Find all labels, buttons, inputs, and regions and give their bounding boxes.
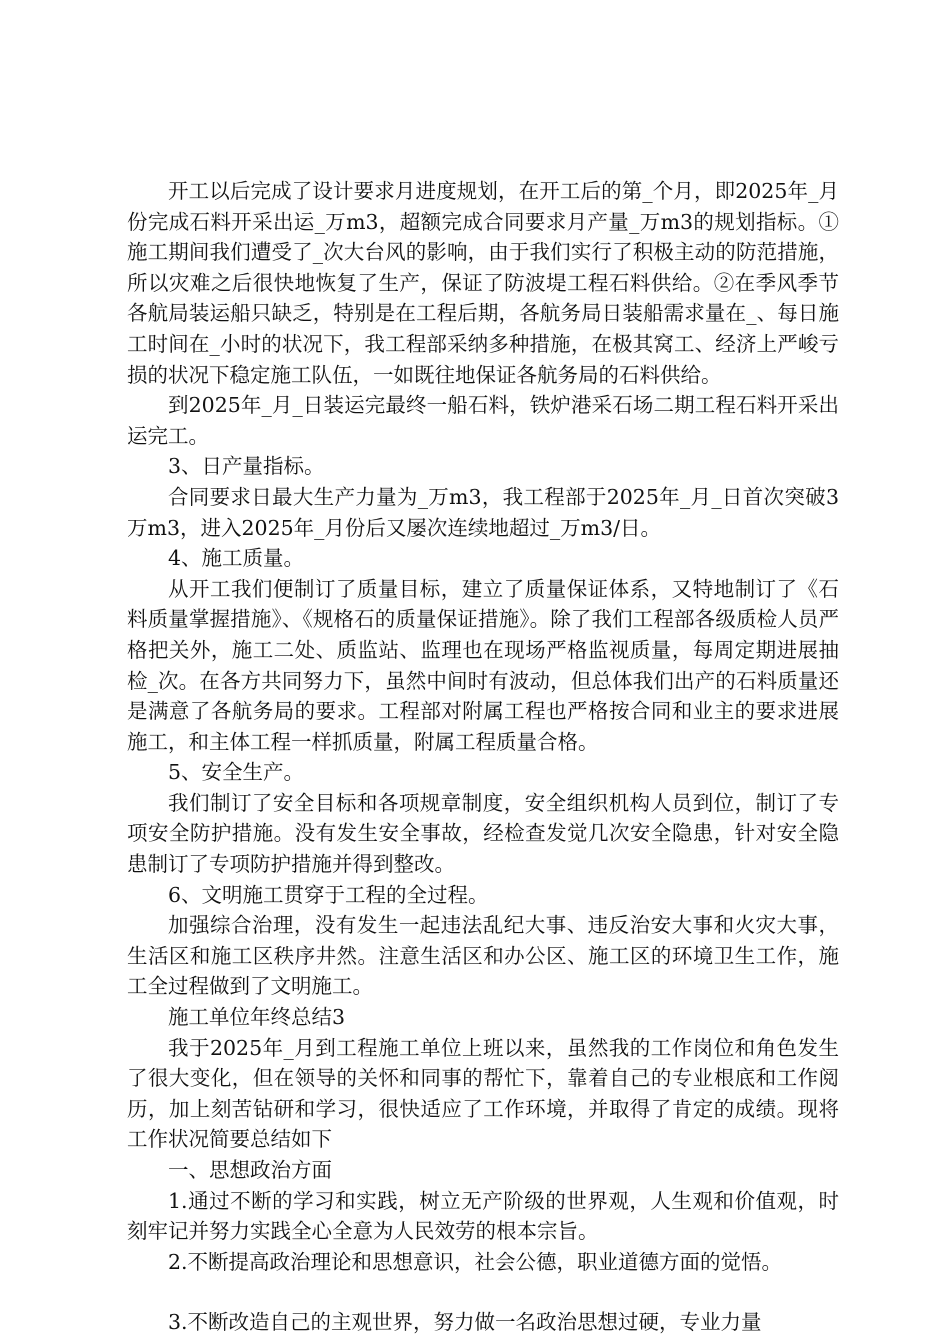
- paragraph-item-3: 3.不断改造自己的主观世界，努力做一名政治思想过硬，专业力量: [168, 1310, 762, 1335]
- heading-summary-3: 施工单位年终总结3: [168, 1005, 346, 1030]
- heading-safety: 5、安全生产。: [168, 760, 305, 785]
- paragraph-summary-intro: 我于2025年_月到工程施工单位上班以来，虽然我的工作岗位和角色发生了很大变化，但在领导的关怀和同事的帮忙下，靠着自己的专业根底和工作阅历，加上刻苦钻研和学习，很快适应了工作环境，并取得了肯定的成绩。现将工作状况简要总结如下: [127, 1035, 839, 1152]
- paragraph-quality: 从开工我们便制订了质量目标，建立了质量保证体系，又特地制订了《石料质量掌握措施》、《规格石的质量保证措施》。除了我们工程部各级质检人员严格把关外，施工二处、质监站、监理也在现场严格监视质量，每周定期进展抽检_次。在各方共同努力下，虽然中间时有波动，但总体我们出产的石料质量还是满意了各航务局的要求。工程部对附属工程也严格按合同和业主的要求进展施工，和主体工程一样抓质量，附属工程质量合格。: [127, 576, 839, 754]
- paragraph-civilized-construction: 加强综合治理，没有发生一起违法乱纪大事、违反治安大事和火灾大事，生活区和施工区秩序井然。注意生活区和办公区、施工区的环境卫生工作，施工全过程做到了文明施工。: [127, 913, 839, 999]
- paragraph-item-2: 2.不断提高政治理论和思想意识，社会公德，职业道德方面的觉悟。: [168, 1249, 783, 1274]
- heading-civilized-construction: 6、文明施工贯穿于工程的全过程。: [168, 882, 489, 907]
- document-body: [127, 176, 839, 1338]
- paragraph-completion: 到2025年_月_日装运完最终一船石料，铁炉港采石场二期工程石料开采出运完工。: [127, 393, 839, 448]
- paragraph-item-1: 1.通过不断的学习和实践，树立无产阶级的世界观，人生观和价值观，时刻牢记并努力实践全心全意为人民效劳的根本宗旨。: [127, 1188, 839, 1244]
- paragraph-daily-output: 合同要求日最大生产力量为_万m3，我工程部于2025年_月_日首次突破3万m3，进入2025年_月份后又屡次连续地超过_万m3/日。: [127, 484, 839, 540]
- blank-line: [127, 1277, 839, 1307]
- paragraph-safety: 我们制订了安全目标和各项规章制度，安全组织机构人员到位，制订了专项安全防护措施。没有发生安全事故，经检查发觉几次安全隐患，针对安全隐患制订了专项防护措施并得到整改。: [127, 790, 839, 877]
- paragraph-progress: 开工以后完成了设计要求月进度规划，在开工后的第_个月，即2025年_月份完成石料开采出运_万m3，超额完成合同要求月产量_万m3的规划指标。①施工期间我们遭受了_次大台风的影响，由于我们实行了积极主动的防范措施，所以灾难之后很快地恢复了生产，保证了防波堤工程石料供给。②在季风季节各航局装运船只缺乏，特别是在工程后期，各航务局日装船需求量在_、每日施工时间在_小时的状况下，我工程部采纳多种措施，在极其窝工、经济上严峻亏损的状况下稳定施工队伍，一如既往地保证各航务局的石料供给。: [127, 179, 839, 387]
- heading-daily-output: 3、日产量指标。: [168, 454, 325, 479]
- heading-political-thought: 一、思想政治方面: [168, 1158, 332, 1182]
- heading-quality: 4、施工质量。: [168, 546, 305, 571]
